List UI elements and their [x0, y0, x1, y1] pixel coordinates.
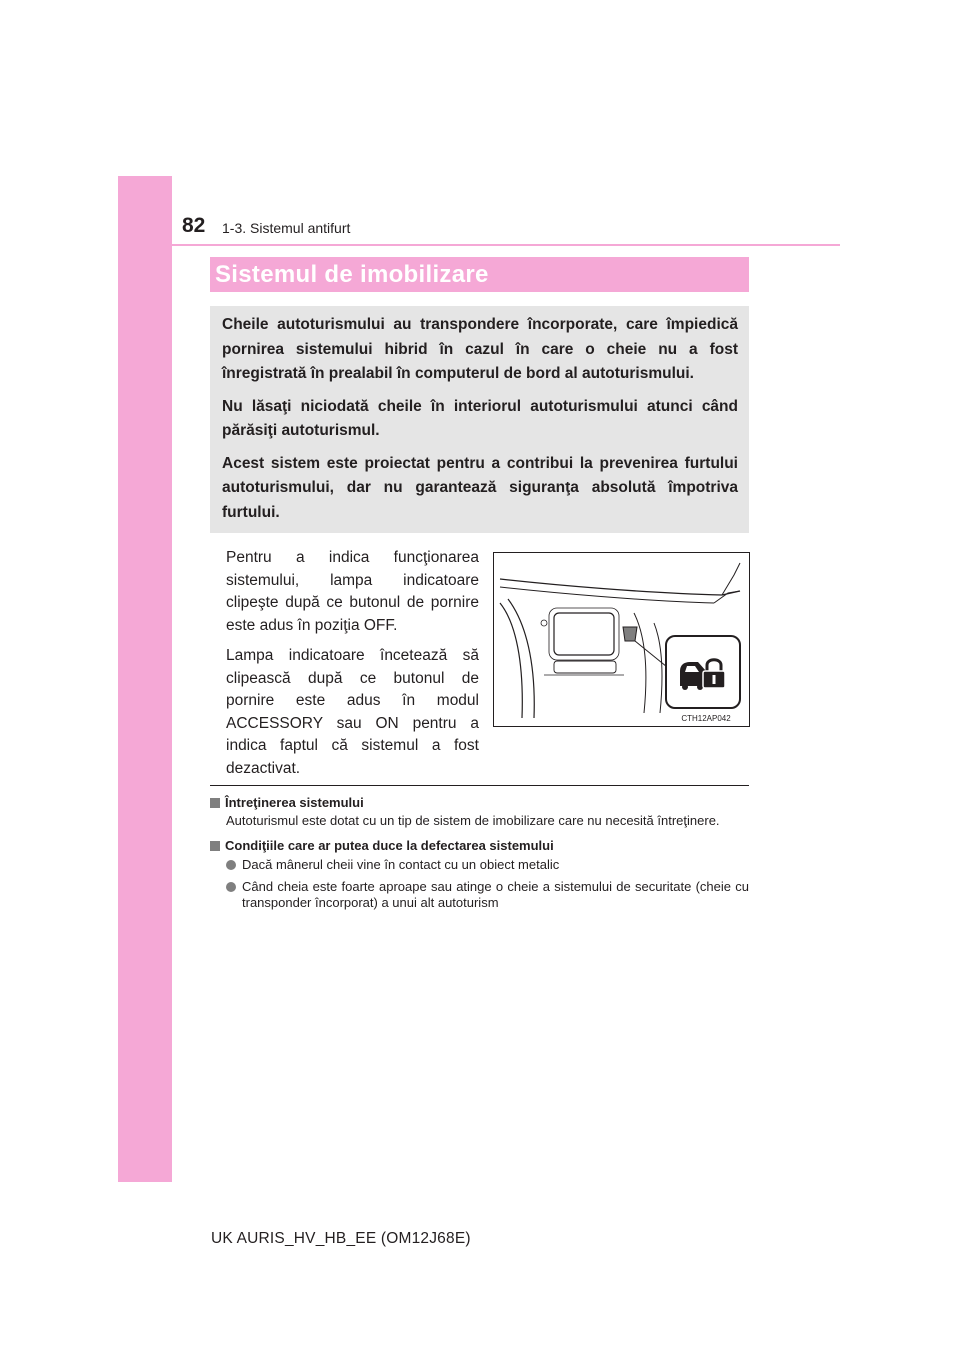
dashboard-drawing	[494, 553, 749, 726]
intro-paragraph: Acest sistem este proiectat pentru a contribui la prevenirea furtului autoturismului, dar nu garantează siguranţa absolută împotriva furtului.	[222, 454, 738, 521]
body-paragraph: Lampa indicatoare încetează să clipească după ce butonul de pornire este adus în modul ACCESSORY sau ON pentru a indica faptul că sistemul a fost dezactivat.	[226, 647, 479, 777]
section-title: Sistemul de imobilizare	[210, 257, 749, 292]
list-item-text: Dacă mânerul cheii vine în contact cu un obiect metalic	[242, 857, 560, 872]
intro-paragraph: Cheile autoturismului au transpondere încorporate, care împiedică pornirea sistemului hibrid în cazul în care o cheie nu a fost înregistrată în prealabil în computerul de bord al autoturismului.	[222, 316, 738, 382]
note-heading-text: Întreţinerea sistemului	[225, 795, 364, 810]
notes-section	[210, 794, 749, 917]
intro-box	[210, 306, 749, 533]
footer-model-code: UK AURIS_HV_HB_EE (OM12J68E)	[211, 1230, 471, 1247]
figure-code: CTH12AP042	[681, 714, 731, 723]
notes-divider	[210, 785, 749, 786]
square-bullet-icon	[210, 841, 220, 851]
header-rule	[172, 244, 840, 246]
list-item-text: Când cheia este foarte aproape sau atinge o cheie a sistemului de securitate (cheie cu transponder încorporat) a unui alt autoturism	[242, 879, 749, 910]
body-text	[226, 547, 479, 788]
note-heading	[210, 794, 749, 812]
square-bullet-icon	[210, 798, 220, 808]
note-text: Autoturismul este dotat cu un tip de sistem de imobilizare care nu necesită întreţinere.	[226, 813, 720, 828]
dashboard-illustration	[493, 552, 750, 727]
section-side-tab	[118, 176, 172, 1182]
intro-paragraph: Nu lăsaţi niciodată cheile în interiorul autoturismului atunci când părăsiţi autoturismul.	[222, 397, 738, 439]
note-heading	[210, 837, 749, 855]
body-paragraph: Pentru a indica funcţionarea sistemului, lampa indicatoare clipeşte după ce butonul de pornire este adus în poziţia OFF.	[226, 549, 479, 634]
note-heading-text: Condiţiile care ar putea duce la defectarea sistemului	[225, 838, 554, 853]
list-item	[226, 857, 749, 873]
page-number: 82	[182, 214, 206, 237]
list-item	[226, 879, 749, 911]
round-bullet-icon	[226, 860, 236, 870]
section-reference: 1-3. Sistemul antifurt	[222, 220, 351, 236]
round-bullet-icon	[226, 882, 236, 892]
